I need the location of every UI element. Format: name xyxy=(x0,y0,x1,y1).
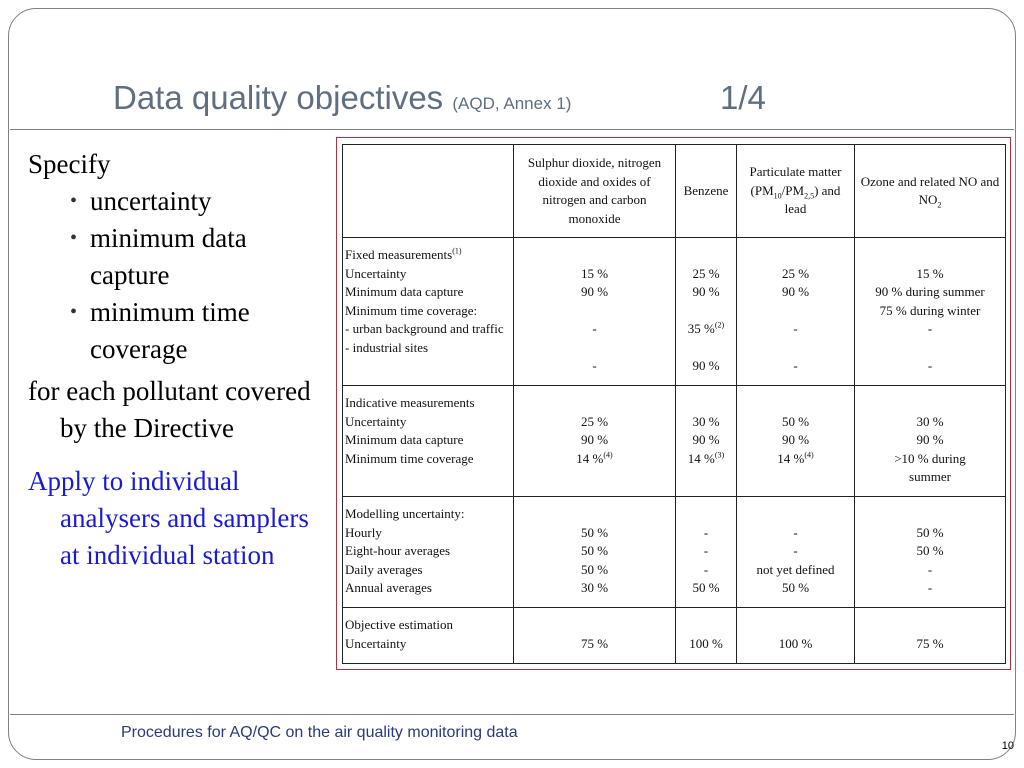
indicative-so2: 25 % 90 % 14 %$^{(4)}$ xyxy=(514,386,676,497)
fixed-benzene: 25 % 90 % 35 %$^{(2)}$ 90 % xyxy=(676,238,737,386)
table-row-objective xyxy=(343,608,1006,664)
table-row-fixed xyxy=(343,238,1006,386)
indicative-pm: 50 % 90 % 14 %$^{(4)}$ xyxy=(737,386,855,497)
title-main: Data quality objectives xyxy=(113,79,444,116)
slide-title xyxy=(113,78,766,124)
bullet-dot-icon: • xyxy=(70,190,78,212)
footer-rule xyxy=(10,714,1014,715)
header-rule xyxy=(10,129,1014,130)
bullet-item: • uncertainty xyxy=(28,183,323,220)
objective-so2: 75 % xyxy=(514,608,676,664)
page-number: 10 xyxy=(1001,740,1014,752)
left-text-block xyxy=(28,146,323,574)
header-row xyxy=(343,145,1006,238)
header-pm: Particulate matter $(PM_{10}/PM_{2,5})$ and lead xyxy=(737,145,855,238)
modelling-pm: - - not yet defined 50 % xyxy=(737,497,855,608)
footer-text: Procedures for AQ/QC on the air quality monitoring data xyxy=(121,724,518,741)
bullet-item: • minimum time coverage xyxy=(28,294,323,368)
bullet-item: • minimum data capture xyxy=(28,220,323,294)
for-each-text: for each pollutant covered by the Directive xyxy=(28,376,311,443)
modelling-ozone: 50 % 50 % - - xyxy=(855,497,1006,608)
header-so2: Sulphur dioxide, nitrogen dioxide and oxides of nitrogen and carbon monoxide xyxy=(514,145,676,238)
title-sub: (AQD, Annex 1) xyxy=(452,94,572,113)
table-row-modelling xyxy=(343,497,1006,608)
indicative-ozone: 30 % 90 % >10 % during summer xyxy=(855,386,1006,497)
specify-text: Specify xyxy=(28,149,111,179)
objective-benzene: 100 % xyxy=(676,608,737,664)
fixed-pm: 25 % 90 % - - xyxy=(737,238,855,386)
indicative-benzene: 30 % 90 % 14 %$^{(3)}$ xyxy=(676,386,737,497)
indicative-labels: Indicative measurements Uncertainty Minimum data capture Minimum time coverage xyxy=(343,386,514,497)
objective-labels: Objective estimation Uncertainty xyxy=(343,608,514,664)
header-empty xyxy=(343,145,514,238)
fixed-ozone: 15 % 90 % during summer 75 % during winter - - xyxy=(855,238,1006,386)
bullet-list xyxy=(28,183,323,368)
table-image-frame xyxy=(336,137,1011,670)
table-row-indicative xyxy=(343,386,1006,497)
bullet-dot-icon: • xyxy=(70,227,78,249)
bullet-dot-icon: • xyxy=(70,301,78,323)
objective-pm: 100 % xyxy=(737,608,855,664)
apply-text: Apply to individual analysers and samplers at individual station xyxy=(28,466,309,570)
header-ozone: Ozone and related NO and $NO_2$ xyxy=(855,145,1006,238)
title-page-indicator: 1/4 xyxy=(720,79,766,116)
modelling-so2: 50 % 50 % 50 % 30 % xyxy=(514,497,676,608)
data-quality-table xyxy=(342,144,1006,664)
header-benzene: Benzene xyxy=(676,145,737,238)
modelling-benzene: - - - 50 % xyxy=(676,497,737,608)
fixed-so2: 15 % 90 % - - xyxy=(514,238,676,386)
fixed-labels: Fixed measurements$^{(1)}$ Uncertainty Minimum data capture Minimum time coverage: - urban background and traffic - industrial sites xyxy=(343,238,514,386)
modelling-labels: Modelling uncertainty: Hourly Eight-hour averages Daily averages Annual averages xyxy=(343,497,514,608)
objective-ozone: 75 % xyxy=(855,608,1006,664)
